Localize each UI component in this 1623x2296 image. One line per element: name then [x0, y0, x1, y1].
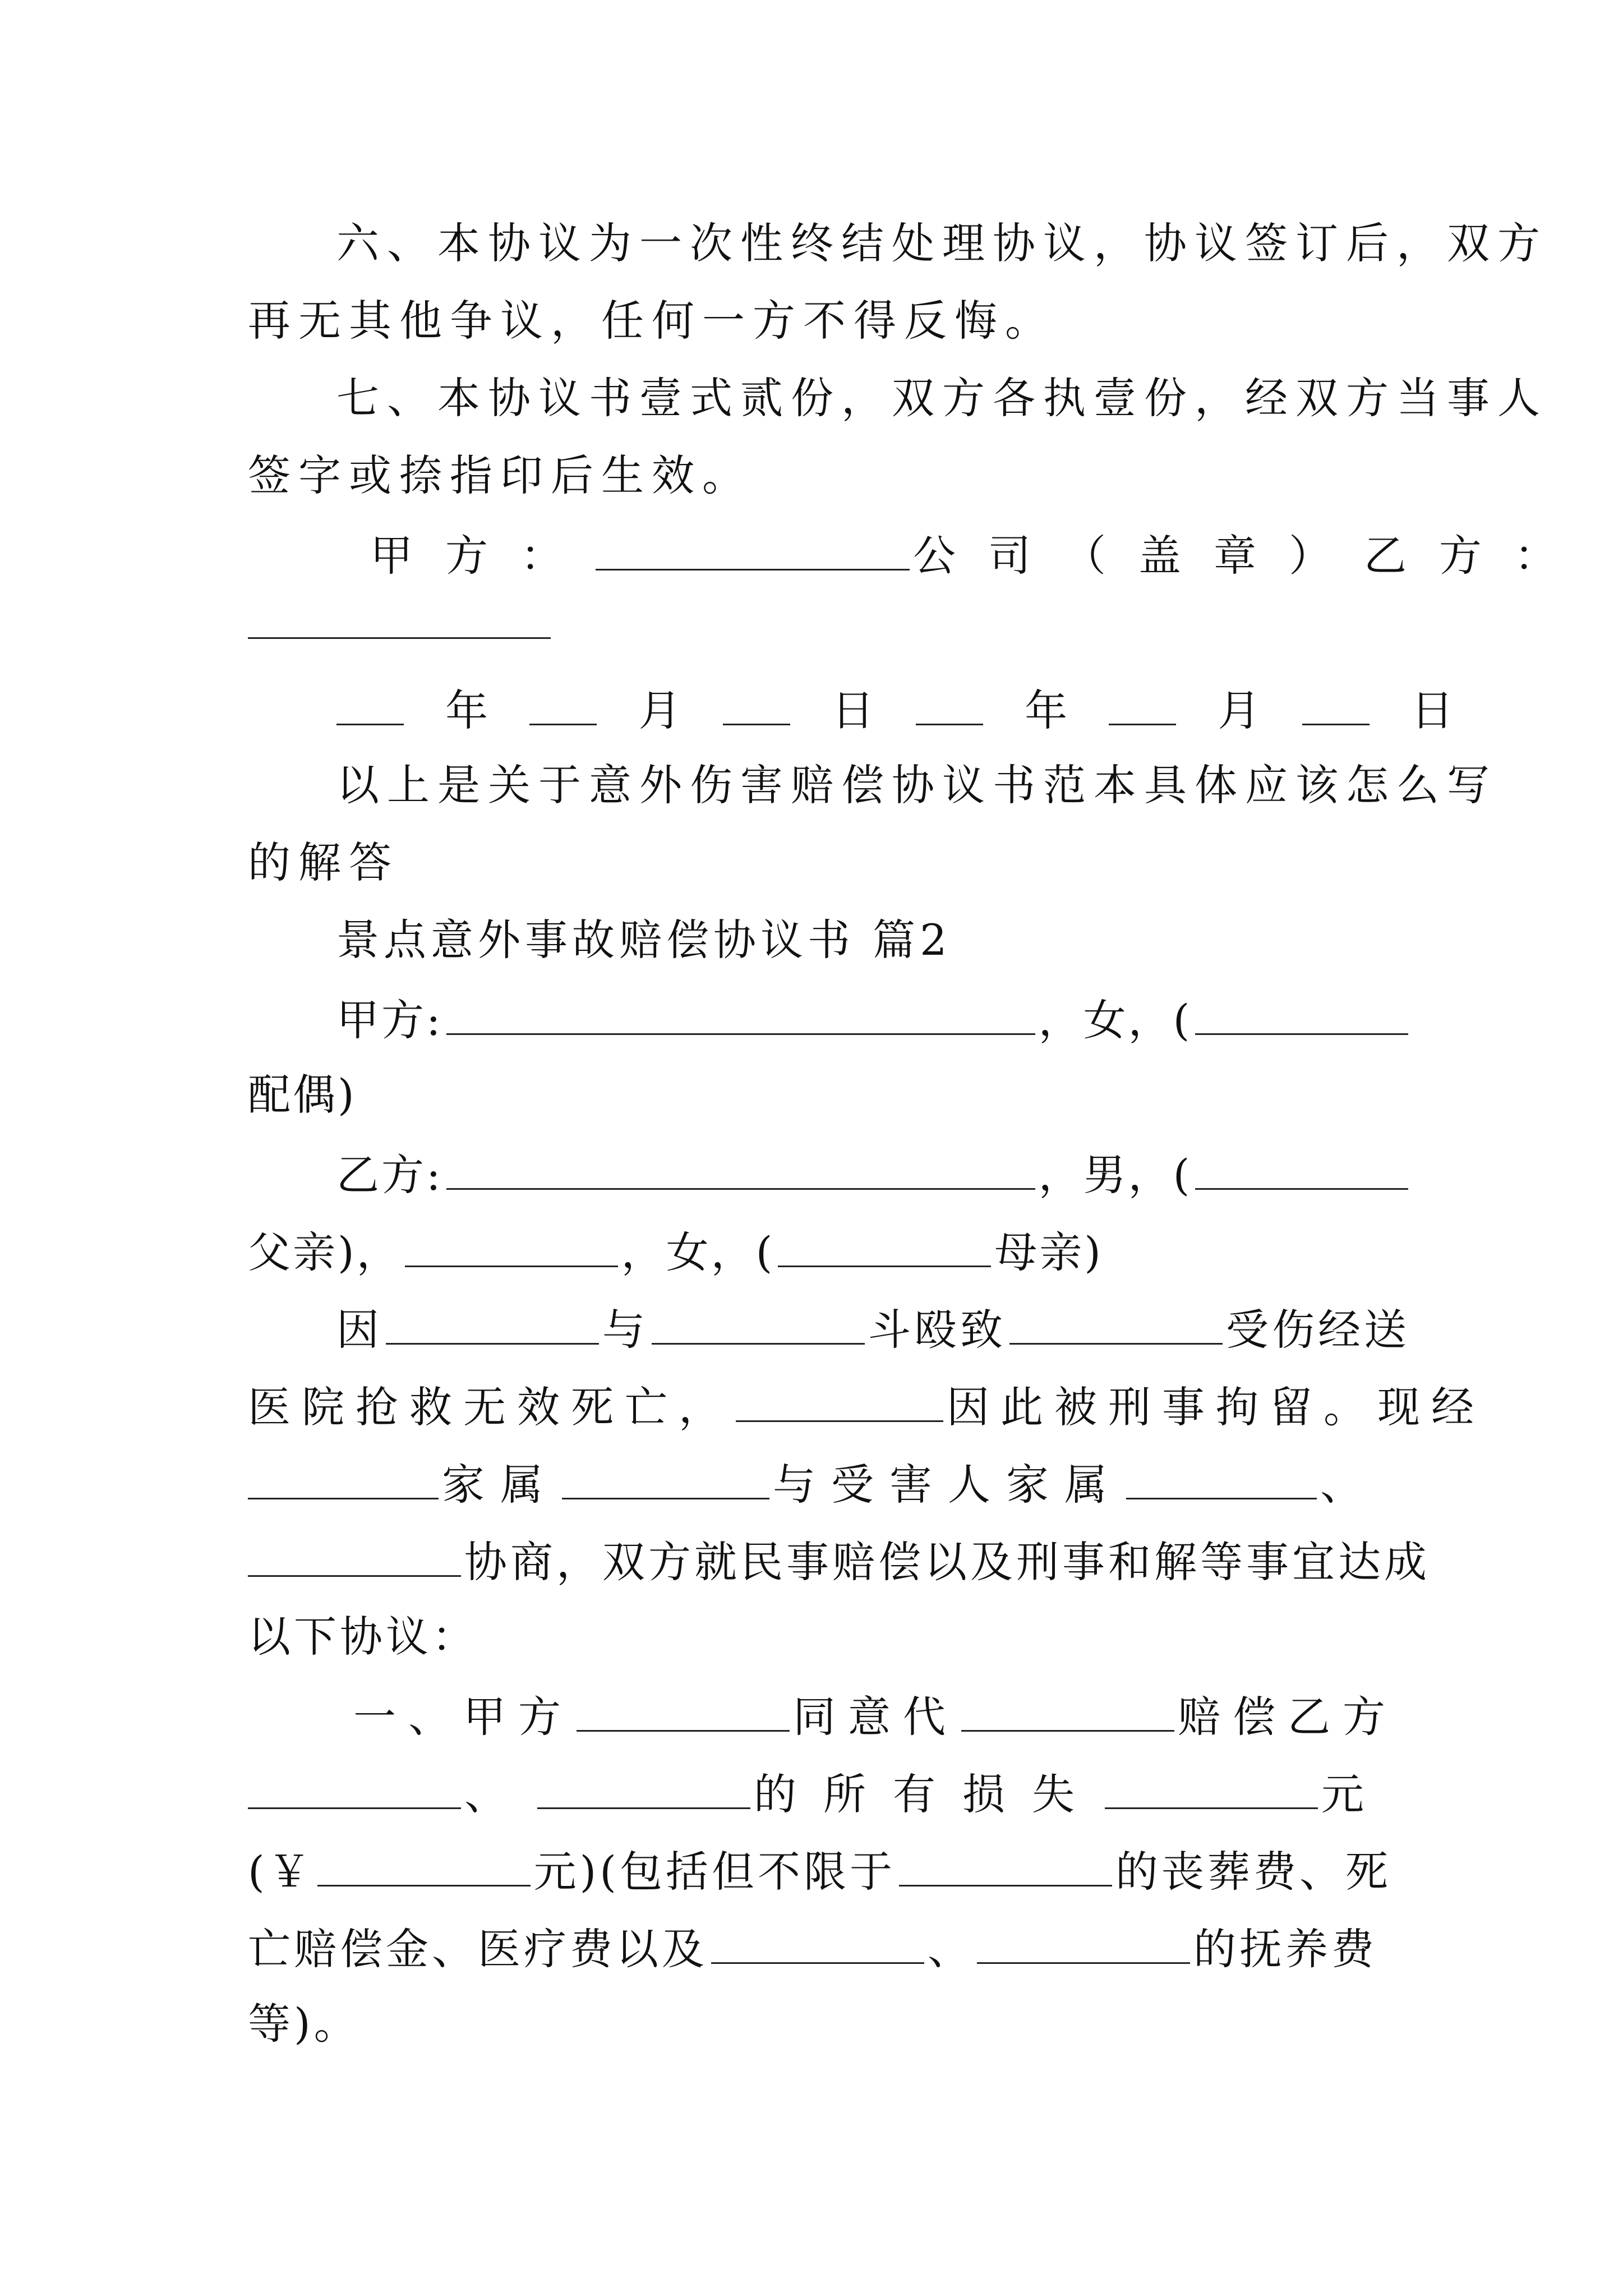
clause1-text-k: 、: [928, 1924, 974, 1974]
clause1-text-d: 、: [464, 1769, 534, 1819]
day-label-b: 日: [1410, 685, 1454, 735]
party-b-name-blank: [446, 1144, 1035, 1190]
incident-blank-2: [652, 1299, 865, 1345]
clause1-text-c: 赔偿乙方: [1178, 1692, 1398, 1742]
clause1-text-b: 同意代: [793, 1692, 958, 1742]
party-b-line-2: [248, 1222, 1103, 1281]
incident-line3: [248, 1454, 1378, 1513]
party-b-father: 父亲)，: [248, 1227, 402, 1277]
clause1-text-h: 元)(包括但不限于: [533, 1847, 896, 1897]
clause1-blank-6: [317, 1841, 531, 1887]
party-b-label: 乙方:: [336, 1150, 443, 1200]
clause1-blank-8: [711, 1918, 924, 1964]
day-label-a: 日: [831, 685, 874, 735]
summary-line2: 的解答: [248, 838, 399, 887]
clause6-line2: 再无其他争议，任何一方不得反悔。: [248, 296, 1055, 346]
incident-blank-6: [562, 1454, 769, 1499]
party-a-signature-blank: [596, 525, 910, 570]
clause1-text-i: 的丧葬费、死: [1115, 1847, 1391, 1897]
clause1-line3: [248, 1841, 1391, 1900]
clause7-line2: 签字或捺指印后生效。: [248, 450, 753, 500]
incident-text-i: 、: [1320, 1460, 1378, 1510]
party-b-line: [336, 1144, 1408, 1203]
clause1-line1: [353, 1686, 1398, 1745]
party-a-relation-blank: [1195, 990, 1408, 1035]
incident-text-j: 协商，双方就民事赔偿以及刑事和解等事宜达成: [464, 1537, 1430, 1587]
date-line: [333, 680, 1478, 739]
section-title: 景点意外事故赔偿协议书 篇2: [336, 915, 952, 965]
incident-blank-1: [386, 1299, 599, 1345]
summary-line1: 以上是关于意外伤害赔偿协议书范本具体应该怎么写: [336, 760, 1497, 810]
clause1-blank-2: [961, 1686, 1174, 1732]
party-b-mother: 母亲): [994, 1227, 1103, 1277]
year-label-a: 年: [445, 685, 488, 735]
month-label-b: 月: [1218, 685, 1261, 735]
clause1-text-l: 的抚养费: [1193, 1924, 1377, 1974]
clause1-blank-9: [977, 1918, 1190, 1964]
clause1-blank-7: [899, 1841, 1112, 1887]
signature-line: [370, 525, 1589, 584]
incident-text-d: 受伤经送: [1226, 1305, 1410, 1355]
mother-blank: [778, 1222, 991, 1267]
incident-line1: [336, 1299, 1410, 1358]
incident-text-c: 斗殴致: [868, 1305, 1006, 1355]
incident-text-a: 因: [336, 1305, 382, 1355]
clause1-text-f: 元: [1321, 1769, 1391, 1819]
clause1-text-a: 一、甲方: [353, 1692, 573, 1742]
incident-blank-5: [248, 1454, 439, 1499]
incident-blank-3: [1009, 1299, 1223, 1345]
incident-line4: [248, 1531, 1430, 1590]
month-blank-a: [529, 680, 597, 725]
clause1-text-j: 亡赔偿金、医疗费以及: [248, 1924, 708, 1974]
month-blank-b: [1109, 680, 1176, 725]
month-label-a: 月: [638, 685, 681, 735]
clause1-blank-4: [537, 1764, 750, 1809]
incident-blank-4: [736, 1377, 943, 1422]
clause1-blank-5: [1105, 1764, 1318, 1809]
clause1-line5: 等)。: [248, 1999, 360, 2049]
year-label-b: 年: [1025, 685, 1068, 735]
signature-line-2: [248, 593, 551, 652]
incident-text-f: 因此被刑事拘留。现经: [947, 1382, 1485, 1432]
party-b-female: ，女，(: [621, 1227, 775, 1277]
day-blank-b: [1302, 680, 1370, 725]
party-a-line: [336, 990, 1408, 1048]
incident-blank-7: [1126, 1454, 1317, 1499]
clause1-line2: [248, 1764, 1391, 1823]
clause1-line4: [248, 1918, 1377, 1977]
party-a-name-blank: [446, 990, 1035, 1035]
incident-text-b: 与: [602, 1305, 648, 1355]
day-blank-a: [723, 680, 790, 725]
incident-text-h: 与受害人家属: [773, 1460, 1123, 1510]
year-blank-a: [336, 680, 404, 725]
incident-blank-8: [248, 1531, 461, 1577]
party-b-father-blank: [1195, 1144, 1408, 1190]
party-a-label: 甲方:: [336, 995, 443, 1045]
incident-line2: [248, 1377, 1485, 1435]
year-blank-b: [916, 680, 983, 725]
clause7-line1: 七、本协议书壹式贰份，双方各执壹份，经双方当事人: [336, 373, 1548, 423]
incident-line5: 以下协议：: [248, 1612, 478, 1662]
party-a-gender: ，女，(: [1038, 995, 1192, 1045]
clause1-blank-1: [577, 1686, 790, 1732]
clause1-text-e: 的所有损失: [754, 1769, 1101, 1819]
clause1-text-g: (￥: [248, 1847, 314, 1897]
clause6-line1: 六、本协议为一次性终结处理协议，协议签订后，双方: [336, 218, 1548, 268]
clause1-blank-3: [248, 1764, 461, 1809]
incident-text-e: 医院抢救无效死亡，: [248, 1382, 732, 1432]
mother-name-blank: [405, 1222, 618, 1267]
party-b-signature-blank: [248, 593, 551, 639]
party-b-gender: ，男，(: [1038, 1150, 1192, 1200]
company-seal-label: 公司（盖章）乙方：: [913, 531, 1589, 581]
incident-text-g: 家属: [442, 1460, 559, 1510]
party-a-signature-label: 甲方：: [370, 531, 596, 581]
party-a-relation: 配偶): [248, 1070, 357, 1120]
